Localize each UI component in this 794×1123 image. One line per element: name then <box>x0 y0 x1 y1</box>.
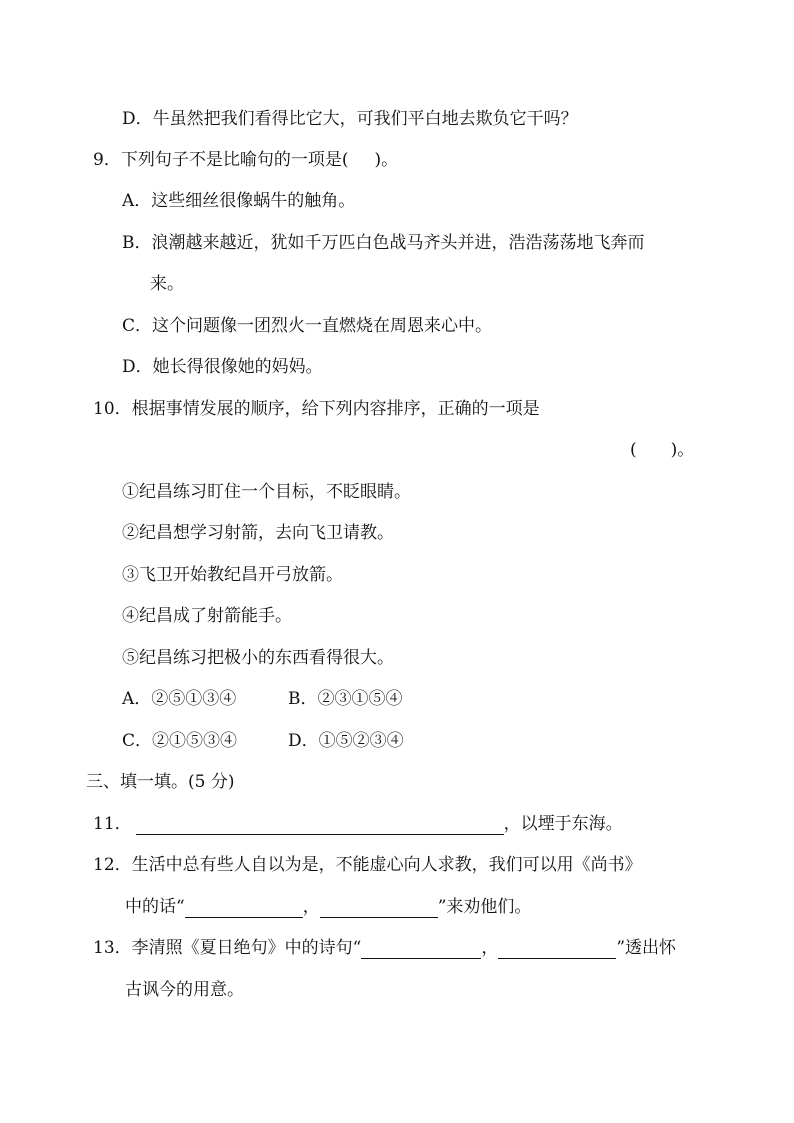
question-13-line1: 13．李清照《夏日绝句》中的诗句“ ， ”透出怀 <box>93 938 677 958</box>
q8-option-d: D．牛虽然把我们看得比它大，可我们平白地去欺负它干吗？ <box>122 109 578 129</box>
q13-answer-blank-2[interactable] <box>498 940 616 959</box>
question-10-answer-bracket: ( )。 <box>630 440 695 460</box>
question-11-number: 11． <box>93 814 132 834</box>
q10-item-1: ①纪昌练习盯住一个目标，不眨眼睛。 <box>122 482 411 502</box>
section-3-heading: 三、填一填。(5 分) <box>86 772 235 792</box>
question-11-tail: ，以堙于东海。 <box>503 814 623 834</box>
q11-answer-blank[interactable] <box>136 816 504 835</box>
q10-option-b: B．②③①⑤④ <box>288 689 403 709</box>
q9-option-b-line2: 来。 <box>150 274 184 294</box>
q13-answer-blank-1[interactable] <box>361 940 481 959</box>
question-13-number: 13． <box>93 938 132 958</box>
question-9-stem-end: )。 <box>374 150 399 170</box>
question-13-line2: 古讽今的用意。 <box>125 980 244 1000</box>
q9-option-c: C．这个问题像一团烈火一直燃烧在周恩来心中。 <box>122 316 493 336</box>
question-10-text: 根据事情发展的顺序，给下列内容排序，正确的一项是 <box>131 399 540 419</box>
q10-item-4: ④纪昌成了射箭能手。 <box>122 606 292 626</box>
q12-answer-blank-2[interactable] <box>320 899 438 918</box>
q10-option-c: C．②①⑤③④ <box>122 731 238 751</box>
question-12-number: 12． <box>93 855 132 875</box>
question-10-stem <box>93 398 540 420</box>
question-9-text: 下列句子不是比喻句的一项是( <box>120 150 349 170</box>
question-12-line1 <box>93 854 642 876</box>
q10-option-a: A．②⑤①③④ <box>122 689 237 709</box>
question-9-stem <box>93 149 398 171</box>
q10-item-3: ③飞卫开始教纪昌开弓放箭。 <box>122 565 343 585</box>
question-11 <box>93 813 623 835</box>
q10-item-2: ②纪昌想学习射箭，去向飞卫请教。 <box>122 523 394 543</box>
q12-answer-blank-1[interactable] <box>185 899 303 918</box>
q9-option-a: A．这些细丝很像蜗牛的触角。 <box>122 191 356 211</box>
q9-option-b-line1: B．浪潮越来越近，犹如千万匹白色战马齐头并进，浩浩荡荡地飞奔而 <box>122 233 645 253</box>
q10-item-5: ⑤纪昌练习把极小的东西看得很大。 <box>122 648 394 668</box>
question-12-line2: 中的话“ ， ”来劝他们。 <box>125 897 532 917</box>
question-12-text: 生活中总有些人自以为是，不能虚心向人求教，我们可以用《尚书》 <box>131 855 642 875</box>
q10-option-d: D．①⑤②③④ <box>288 731 404 751</box>
question-9-number: 9． <box>93 150 121 170</box>
question-10-number: 10． <box>93 399 132 419</box>
q9-option-d: D．她长得很像她的妈妈。 <box>122 357 323 377</box>
